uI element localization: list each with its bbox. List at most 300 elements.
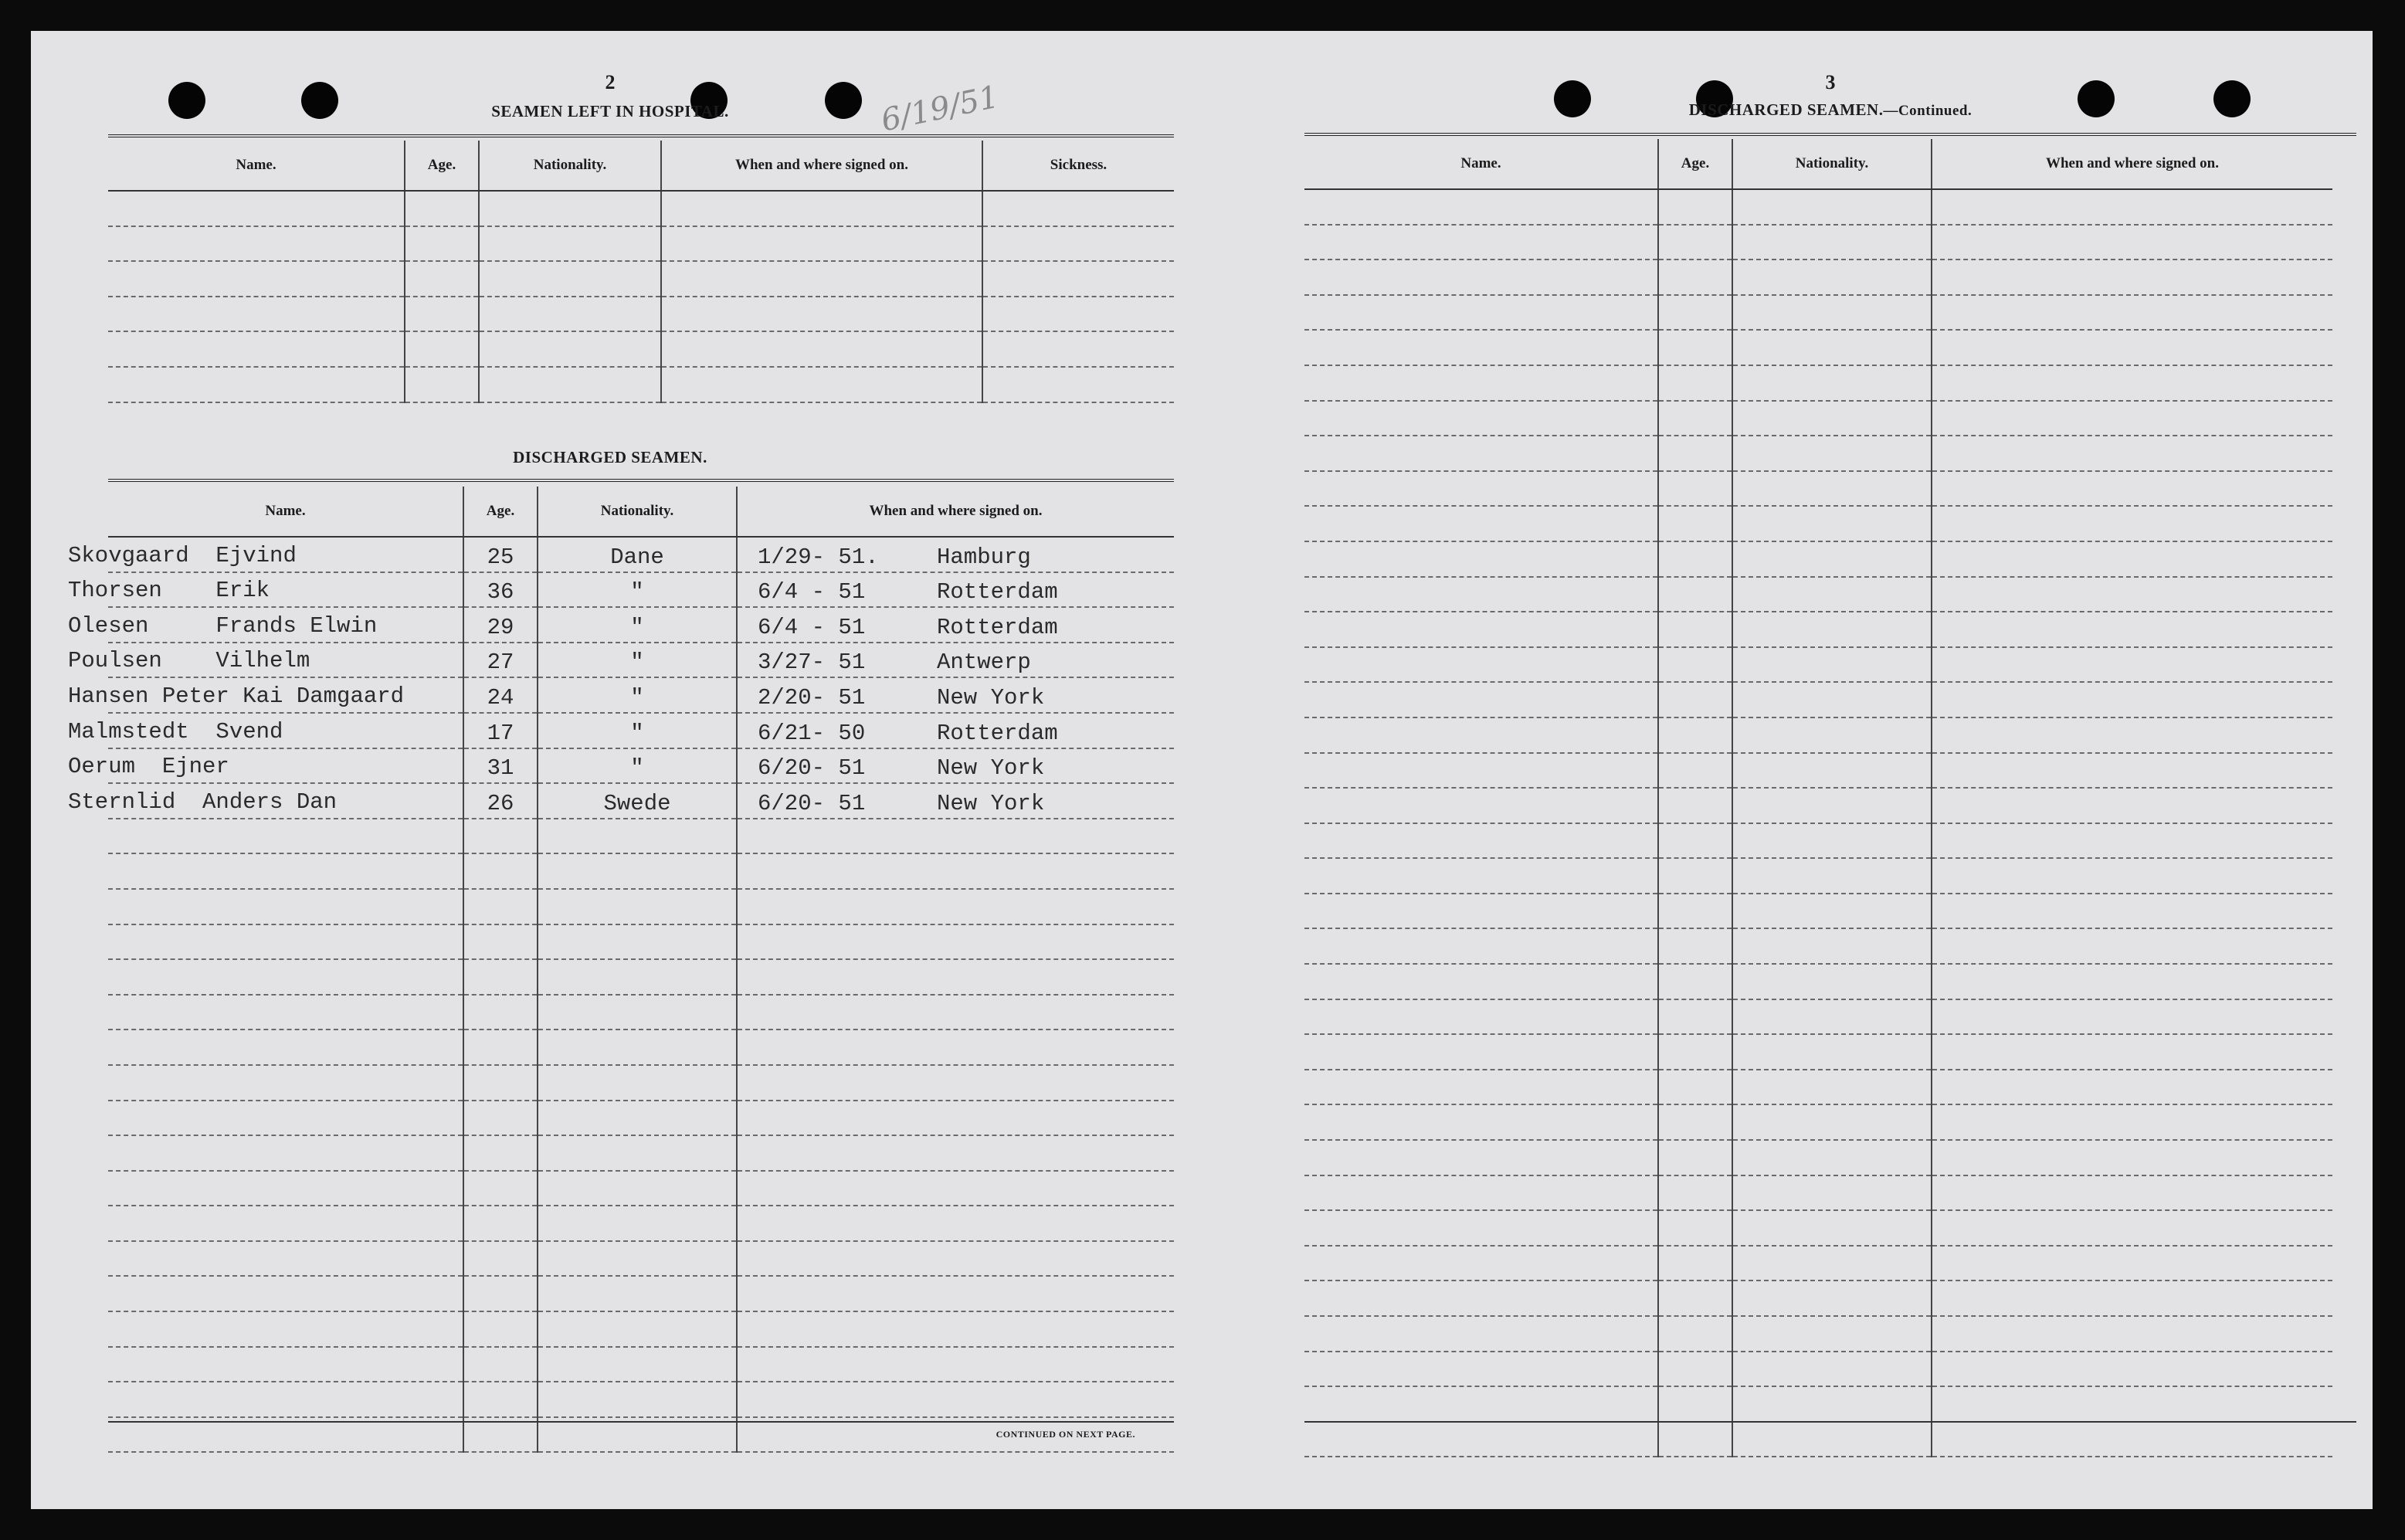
signed-on-port: Rotterdam xyxy=(937,720,1058,746)
table-cell xyxy=(1732,717,1932,753)
table-row xyxy=(108,191,1174,226)
table-cell xyxy=(1732,1352,1932,1387)
bottom-rule xyxy=(108,1421,1174,1423)
name-cell xyxy=(108,1135,463,1171)
name-cell xyxy=(108,959,463,995)
age-cell xyxy=(463,995,538,1030)
age-cell xyxy=(463,783,538,819)
table-cell xyxy=(1932,577,2332,612)
table-cell xyxy=(982,367,1174,402)
table-cell xyxy=(1732,365,1932,401)
table-cell xyxy=(1658,541,1732,577)
signed-on-cell xyxy=(737,1171,1174,1206)
table-row xyxy=(1304,189,2332,225)
table-row xyxy=(1304,1104,2332,1140)
seaman-nationality: Dane xyxy=(610,544,664,570)
table-row xyxy=(1304,295,2332,331)
nationality-cell xyxy=(538,1347,737,1382)
age-cell xyxy=(463,1241,538,1277)
signed-on-date: 6/20- 51 xyxy=(758,790,866,816)
table-cell xyxy=(1304,259,1658,295)
table-cell xyxy=(1304,1034,1658,1070)
table-cell xyxy=(1932,1246,2332,1281)
table-row xyxy=(108,1029,1174,1065)
table-cell xyxy=(1732,1316,1932,1352)
name-cell xyxy=(108,1241,463,1277)
table-cell xyxy=(1658,1104,1732,1140)
right-page xyxy=(1267,31,2332,1509)
age-cell xyxy=(463,1171,538,1206)
table-row xyxy=(1304,682,2332,717)
signed-on-cell xyxy=(737,1347,1174,1382)
table-cell xyxy=(1658,823,1732,859)
age-cell xyxy=(463,889,538,924)
nationality-cell xyxy=(538,1101,737,1136)
age-cell xyxy=(463,819,538,854)
table-cell xyxy=(1932,1034,2332,1070)
signed-on-port: Rotterdam xyxy=(937,614,1058,640)
col-header-sickness: Sickness. xyxy=(982,141,1174,191)
table-cell xyxy=(1932,365,2332,401)
table-cell xyxy=(1304,401,1658,436)
nationality-cell xyxy=(538,995,737,1030)
table-cell xyxy=(1732,471,1932,507)
table-cell xyxy=(1732,1281,1932,1316)
table-row xyxy=(1304,1316,2332,1352)
table-cell xyxy=(1304,894,1658,929)
table-cell xyxy=(1932,894,2332,929)
table-cell xyxy=(405,191,479,226)
table-cell xyxy=(1658,365,1732,401)
table-cell xyxy=(1658,1246,1732,1281)
name-cell xyxy=(108,1382,463,1417)
table-cell xyxy=(1304,541,1658,577)
name-cell xyxy=(108,1101,463,1136)
signed-on-port: Rotterdam xyxy=(937,579,1058,605)
table-row xyxy=(108,889,1174,924)
table-cell xyxy=(479,331,661,367)
age-cell xyxy=(463,643,538,678)
table-cell xyxy=(1304,1246,1658,1281)
nationality-cell xyxy=(538,607,737,643)
table-cell xyxy=(1658,1386,1732,1422)
table-row xyxy=(1304,1175,2332,1211)
page-number: 3 xyxy=(1825,71,1836,93)
page-number: 2 xyxy=(605,71,616,93)
seaman-name: Sternlid Anders Dan xyxy=(68,789,338,815)
table-cell xyxy=(1732,999,1932,1035)
table-cell xyxy=(1732,506,1932,541)
age-cell xyxy=(463,748,538,784)
table-row xyxy=(1304,999,2332,1035)
table-cell xyxy=(479,297,661,332)
table-cell xyxy=(1304,999,1658,1035)
table-row xyxy=(1304,436,2332,471)
table-cell xyxy=(1304,365,1658,401)
table-cell xyxy=(1304,225,1658,260)
seaman-age: 27 xyxy=(487,650,514,676)
table-row xyxy=(1304,823,2332,859)
table-cell xyxy=(1732,295,1932,331)
seaman-nationality: " xyxy=(630,720,644,746)
table-cell xyxy=(1658,647,1732,683)
document-sheet xyxy=(31,31,2373,1509)
table-cell xyxy=(1932,647,2332,683)
age-cell xyxy=(463,1206,538,1241)
table-cell xyxy=(1304,1422,1658,1457)
col-header-name: Name. xyxy=(1304,139,1658,189)
table-cell xyxy=(1732,1070,1932,1105)
table-cell xyxy=(1932,436,2332,471)
col-header-signed-on: When and where signed on. xyxy=(737,487,1174,537)
table-cell xyxy=(1304,506,1658,541)
signed-on-cell xyxy=(737,1065,1174,1101)
signed-on-port: New York xyxy=(937,755,1045,782)
table-cell xyxy=(1932,928,2332,964)
name-cell xyxy=(68,713,463,748)
name-cell xyxy=(108,995,463,1030)
signed-on-cell xyxy=(737,1276,1174,1311)
table-cell xyxy=(1932,1422,2332,1457)
nationality-cell xyxy=(538,572,737,608)
table-cell xyxy=(1932,506,2332,541)
signed-on-port: New York xyxy=(937,684,1045,711)
col-header-nationality: Nationality. xyxy=(538,487,737,537)
signed-on-date: 6/20- 51 xyxy=(758,755,866,782)
name-cell xyxy=(108,853,463,889)
table-row xyxy=(1304,330,2332,365)
age-cell xyxy=(463,959,538,995)
table-row xyxy=(1304,964,2332,999)
table-row xyxy=(1304,788,2332,823)
table-row xyxy=(108,713,1174,748)
name-cell xyxy=(108,1347,463,1382)
seaman-age: 25 xyxy=(487,544,514,570)
table-cell xyxy=(661,191,982,226)
col-header-age: Age. xyxy=(1658,139,1732,189)
table-cell xyxy=(1304,964,1658,999)
table-cell xyxy=(1732,928,1932,964)
age-cell xyxy=(463,1382,538,1417)
table-cell xyxy=(1304,647,1658,683)
table-cell xyxy=(1932,823,2332,859)
col-header-age: Age. xyxy=(405,141,479,191)
signed-on-date: 6/4 - 51 xyxy=(758,614,866,640)
signed-on-cell xyxy=(737,1135,1174,1171)
signed-on-cell xyxy=(737,1101,1174,1136)
table-cell xyxy=(108,226,405,262)
discharged-continued-title xyxy=(1297,100,2363,120)
col-header-age: Age. xyxy=(463,487,538,537)
discharged-continued-table xyxy=(1304,139,2332,1457)
title-main: DISCHARGED SEAMEN. xyxy=(1688,100,1884,119)
table-cell xyxy=(1732,858,1932,894)
name-cell xyxy=(108,1276,463,1311)
table-row xyxy=(1304,1422,2332,1457)
table-cell xyxy=(1932,1352,2332,1387)
table-row xyxy=(1304,1281,2332,1316)
table-cell xyxy=(1658,1352,1732,1387)
table-cell xyxy=(1304,189,1658,225)
double-rule xyxy=(108,134,1174,137)
signed-on-cell xyxy=(737,572,1174,608)
table-cell xyxy=(1304,295,1658,331)
table-cell xyxy=(1658,1175,1732,1211)
table-cell xyxy=(1304,1070,1658,1105)
col-header-nationality: Nationality. xyxy=(479,141,661,191)
signed-on-cell xyxy=(737,889,1174,924)
seaman-name: Poulsen Vilhelm xyxy=(68,648,310,674)
nationality-cell xyxy=(538,1382,737,1417)
hospital-table xyxy=(108,141,1174,403)
signed-on-cell xyxy=(737,853,1174,889)
signed-on-cell xyxy=(737,643,1174,678)
table-row xyxy=(1304,1210,2332,1246)
table-cell xyxy=(1658,1316,1732,1352)
seaman-age: 31 xyxy=(487,755,514,782)
table-cell xyxy=(1658,577,1732,612)
signed-on-cell xyxy=(737,783,1174,819)
table-cell xyxy=(1732,330,1932,365)
table-cell xyxy=(1932,295,2332,331)
table-cell xyxy=(1732,964,1932,999)
table-row xyxy=(108,367,1174,402)
signed-on-cell xyxy=(737,924,1174,960)
seaman-nationality: Swede xyxy=(603,790,671,816)
name-cell xyxy=(108,1311,463,1347)
table-cell xyxy=(1304,436,1658,471)
table-cell xyxy=(1658,471,1732,507)
nationality-cell xyxy=(538,1206,737,1241)
age-cell xyxy=(463,924,538,960)
table-row xyxy=(1304,541,2332,577)
table-cell xyxy=(661,261,982,297)
table-row xyxy=(1304,858,2332,894)
nationality-cell xyxy=(538,748,737,784)
nationality-cell xyxy=(538,1276,737,1311)
name-cell xyxy=(68,783,463,819)
table-row xyxy=(1304,225,2332,260)
continued-note: CONTINUED ON NEXT PAGE. xyxy=(996,1429,1135,1440)
age-cell xyxy=(463,1065,538,1101)
table-cell xyxy=(1732,894,1932,929)
signed-on-port: Antwerp xyxy=(937,650,1031,676)
table-row xyxy=(1304,1386,2332,1422)
signed-on-cell xyxy=(737,959,1174,995)
nationality-cell xyxy=(538,1171,737,1206)
table-cell xyxy=(1732,577,1932,612)
nationality-cell xyxy=(538,959,737,995)
table-row xyxy=(1304,894,2332,929)
table-cell xyxy=(1732,259,1932,295)
table-cell xyxy=(1304,753,1658,789)
name-cell xyxy=(108,819,463,854)
seaman-age: 36 xyxy=(487,579,514,605)
age-cell xyxy=(463,537,538,572)
table-cell xyxy=(1658,894,1732,929)
table-cell xyxy=(1932,858,2332,894)
table-cell xyxy=(1932,999,2332,1035)
table-cell xyxy=(1732,1104,1932,1140)
table-cell xyxy=(1658,1070,1732,1105)
table-row xyxy=(1304,1140,2332,1175)
signed-on-cell xyxy=(737,677,1174,713)
table-row xyxy=(108,1135,1174,1171)
table-cell xyxy=(1732,541,1932,577)
table-row xyxy=(108,1101,1174,1136)
table-row xyxy=(108,959,1174,995)
table-cell xyxy=(1658,189,1732,225)
seaman-name: Malmstedt Svend xyxy=(68,718,283,745)
table-row xyxy=(108,226,1174,262)
table-cell xyxy=(405,226,479,262)
table-cell xyxy=(1732,823,1932,859)
seaman-nationality: " xyxy=(630,650,644,676)
table-cell xyxy=(1732,1175,1932,1211)
table-cell xyxy=(982,226,1174,262)
table-cell xyxy=(1658,717,1732,753)
table-cell xyxy=(661,367,982,402)
signed-on-cell xyxy=(737,995,1174,1030)
age-cell xyxy=(463,853,538,889)
name-cell xyxy=(68,748,463,784)
table-row xyxy=(108,1311,1174,1347)
nationality-cell xyxy=(538,1241,737,1277)
table-row xyxy=(108,748,1174,784)
signed-on-cell xyxy=(737,1241,1174,1277)
table-cell xyxy=(405,367,479,402)
table-cell xyxy=(479,191,661,226)
table-cell xyxy=(661,331,982,367)
signed-on-cell xyxy=(737,1029,1174,1065)
table-cell xyxy=(1932,753,2332,789)
table-cell xyxy=(1304,330,1658,365)
double-rule xyxy=(1304,133,2356,136)
table-cell xyxy=(1304,788,1658,823)
col-header-nationality: Nationality. xyxy=(1732,139,1932,189)
table-cell xyxy=(1732,1140,1932,1175)
table-row xyxy=(108,819,1174,854)
table-cell xyxy=(405,261,479,297)
table-cell xyxy=(1732,1210,1932,1246)
signed-on-cell xyxy=(737,819,1174,854)
table-row xyxy=(108,261,1174,297)
seaman-name: Hansen Peter Kai Damgaard xyxy=(68,683,405,709)
age-cell xyxy=(463,572,538,608)
table-row xyxy=(108,783,1174,819)
seaman-nationality: " xyxy=(630,579,644,605)
bottom-rule xyxy=(1304,1421,2356,1423)
table-row xyxy=(1304,647,2332,683)
table-cell xyxy=(405,331,479,367)
table-cell xyxy=(1658,928,1732,964)
table-cell xyxy=(982,297,1174,332)
col-header-name: Name. xyxy=(108,487,463,537)
table-cell xyxy=(479,367,661,402)
seaman-nationality: " xyxy=(630,755,644,782)
name-cell xyxy=(108,1171,463,1206)
table-row xyxy=(1304,928,2332,964)
table-cell xyxy=(1732,225,1932,260)
table-cell xyxy=(1932,1210,2332,1246)
table-cell xyxy=(1304,612,1658,647)
table-cell xyxy=(1932,1070,2332,1105)
table-row xyxy=(108,1171,1174,1206)
seaman-nationality: " xyxy=(630,684,644,711)
table-cell xyxy=(1658,682,1732,717)
table-cell xyxy=(1932,1386,2332,1422)
table-cell xyxy=(405,297,479,332)
nationality-cell xyxy=(538,713,737,748)
table-cell xyxy=(1304,1104,1658,1140)
table-row xyxy=(1304,1352,2332,1387)
signed-on-date: 2/20- 51 xyxy=(758,684,866,711)
table-cell xyxy=(1732,1246,1932,1281)
signed-on-cell xyxy=(737,537,1174,572)
age-cell xyxy=(463,1029,538,1065)
name-cell xyxy=(108,1206,463,1241)
table-cell xyxy=(1932,1281,2332,1316)
title-suffix: —Continued. xyxy=(1883,103,1973,119)
name-cell xyxy=(68,607,463,643)
table-cell xyxy=(1304,1175,1658,1211)
left-page xyxy=(68,31,1174,1509)
table-cell xyxy=(1732,1034,1932,1070)
table-cell xyxy=(1658,964,1732,999)
table-row xyxy=(1304,365,2332,401)
table-cell xyxy=(1932,189,2332,225)
seaman-name: Thorsen Erik xyxy=(68,578,270,604)
nationality-cell xyxy=(538,677,737,713)
table-cell xyxy=(1304,1140,1658,1175)
nationality-cell xyxy=(538,783,737,819)
signed-on-date: 3/27- 51 xyxy=(758,650,866,676)
name-cell xyxy=(68,537,463,572)
age-cell xyxy=(463,1135,538,1171)
table-cell xyxy=(1304,928,1658,964)
table-row xyxy=(108,643,1174,678)
table-row xyxy=(108,572,1174,608)
table-cell xyxy=(1732,647,1932,683)
signed-on-date: 1/29- 51. xyxy=(758,544,879,570)
table-row xyxy=(108,853,1174,889)
table-row xyxy=(108,1347,1174,1382)
seaman-age: 17 xyxy=(487,720,514,746)
table-row xyxy=(1304,471,2332,507)
nationality-cell xyxy=(538,924,737,960)
signed-on-cell xyxy=(737,607,1174,643)
table-cell xyxy=(1304,717,1658,753)
name-cell xyxy=(108,889,463,924)
table-row xyxy=(108,297,1174,332)
table-cell xyxy=(1304,858,1658,894)
table-cell xyxy=(108,367,405,402)
nationality-cell xyxy=(538,1135,737,1171)
table-cell xyxy=(1658,330,1732,365)
table-row xyxy=(108,537,1174,572)
table-cell xyxy=(1658,1140,1732,1175)
age-cell xyxy=(463,1101,538,1136)
table-row xyxy=(1304,259,2332,295)
col-header-signed-on: When and where signed on. xyxy=(661,141,982,191)
table-cell xyxy=(982,191,1174,226)
table-row xyxy=(108,331,1174,367)
signed-on-date: 6/4 - 51 xyxy=(758,579,866,605)
seaman-name: Skovgaard Ejvind xyxy=(68,542,297,568)
table-row xyxy=(108,995,1174,1030)
double-rule xyxy=(108,479,1174,482)
nationality-cell xyxy=(538,819,737,854)
